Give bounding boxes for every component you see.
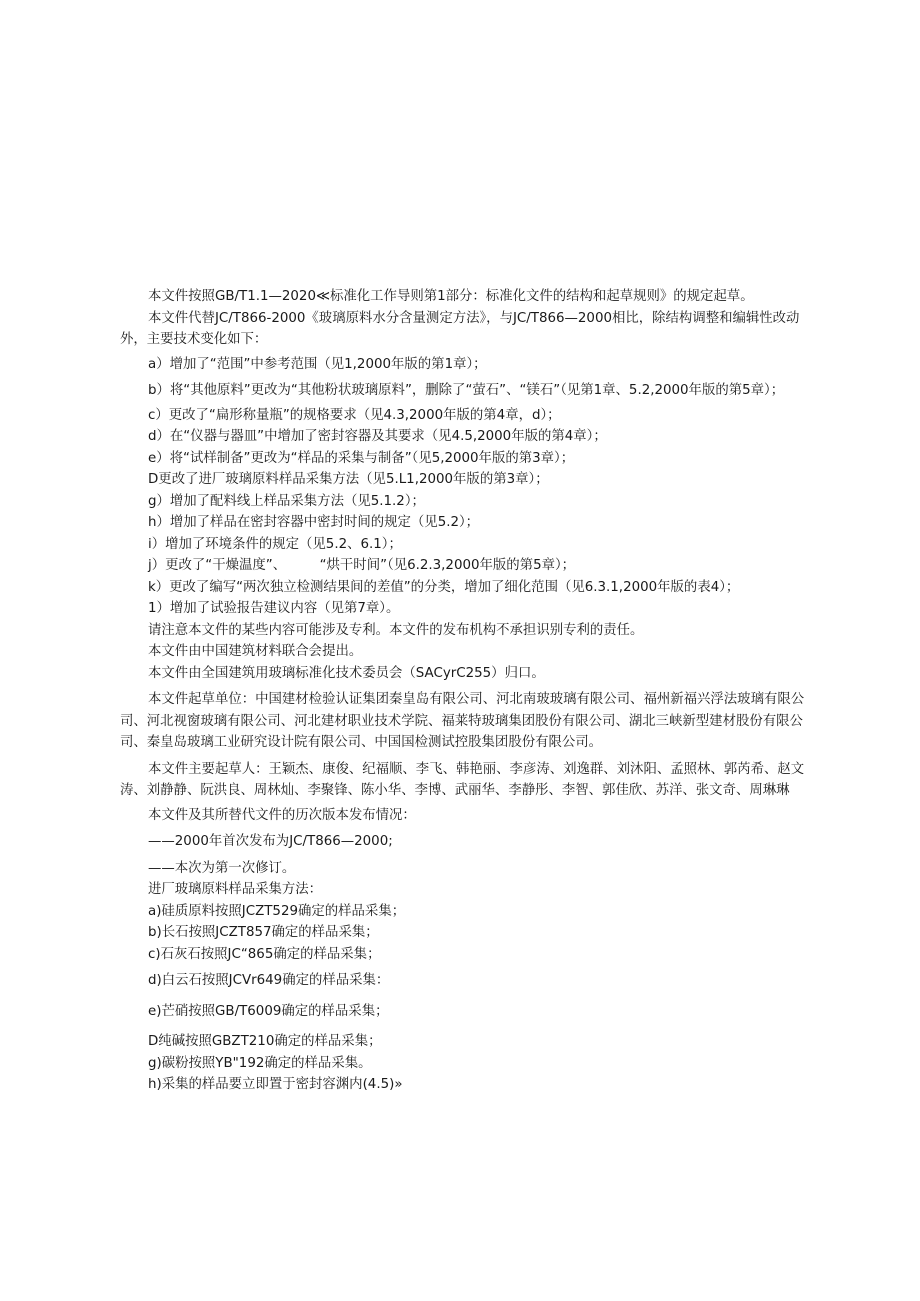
sampling-section: [120, 879, 810, 1096]
change-item-c: c）更改了“扁形称量瓶”的规格要求（见4.3,2000年版的第4章，d）；: [148, 407, 561, 423]
change-item-l: 1）增加了试验报告建议内容（见第7章）。: [148, 601, 400, 616]
proposer-statement: 本文件由中国建筑材料联合会提出。: [148, 644, 363, 659]
history-item-first: ——2000年首次发布为JC/T866—2000;: [148, 834, 393, 849]
change-item-i: i）增加了环境条件的规定（见5.2、6.1）；: [148, 536, 402, 552]
change-item-j: j）更改了“干燥温度”、 “烘干时间”（见6.2.3,2000年版的第5章）；: [148, 558, 576, 573]
change-item-k: k）更改了编写“两次独立检测结果间的差值”的分类，增加了细化范围（见6.3.1,2000年版的表4）；: [148, 579, 740, 595]
sampling-item-c: c)石灰石按照JC“865确定的样品采集；: [148, 946, 381, 962]
replacement-paragraph: 本文件代替JC/T866-2000《玻璃原料水分含量测定方法》，与JC/T866—2000相比，除结构调整和编辑性改动外，主要技术变化如下：: [120, 310, 800, 347]
history-intro: 本文件及其所替代文件的历次版本发布情况：: [148, 807, 416, 823]
sampling-item-b: b)长石按照JCZT857确定的样品采集；: [148, 925, 379, 940]
drafting-basis-paragraph: 本文件按照GB/T1.1—2020≪标准化工作导则第1部分：标准化文件的结构和起草规则》的规定起草。: [148, 289, 754, 304]
change-item-a: a）增加了“范围”中参考范围（见1,2000年版的第1章）；: [148, 356, 487, 372]
drafting-units-paragraph: 本文件起草单位：中国建材检验认证集团秦皇岛有限公司、河北南玻玻璃有限公司、福州新福兴浮法玻璃有限公司、河北视窗玻璃有限公司、河北建材职业技术学院、福莱特玻璃集团股份有限公司、湖北三峡新型建材股份有限公司、秦皇岛玻璃工业研究设计院有限公司、中国国检测试控股集团股份有限公司。: [120, 692, 805, 750]
change-item-d: d）在“仪器与器皿”中增加了密封容器及其要求（见4.5,2000年版的第4章）；: [148, 429, 607, 444]
history-item-revision: ——本次为第一次修订。: [148, 860, 296, 876]
sampling-item-g: g)碳粉按照YB"192确定的样品采集。: [148, 1055, 372, 1071]
sampling-item-a: a)硅质原料按照JCZT529确定的样品采集；: [148, 903, 406, 919]
patent-notice: 请注意本文件的某些内容可能涉及专利。本文件的发布机构不承担识别专利的责任。: [148, 622, 644, 638]
sampling-title: 进厂玻璃原料样品采集方法：: [148, 882, 323, 897]
change-item-f: D更改了进厂玻璃原料样品采集方法（见5.L1,2000年版的第3章）；: [148, 472, 549, 487]
sampling-item-e: e)芒硝按照GB/T6009确定的样品采集；: [148, 1003, 389, 1019]
committee-statement: 本文件由全国建筑用玻璃标准化技术委员会（SACyrC255）归口。: [148, 665, 545, 681]
foreword-section: [120, 286, 810, 1096]
sampling-item-f: D纯碱按照GBZT210确定的样品采集；: [148, 1034, 382, 1049]
sampling-item-h: h)采集的样品要立即置于密封容渊内(4.5)»: [148, 1077, 403, 1092]
change-item-b: b）将“其他原料”更改为“其他粉状玻璃原料”，删除了“萤石”、“镁石”（见第1章、5.2,2000年版的第5章）；: [148, 383, 785, 398]
sampling-item-d: d)白云石按照JCVr649确定的样品采集：: [148, 973, 390, 988]
change-item-g: g）增加了配料线上样品采集方法（见5.1.2）；: [148, 493, 425, 509]
change-item-h: h）增加了样品在密封容器中密封时间的规定（见5.2）；: [148, 515, 480, 530]
change-item-e: e）将“试样制备”更改为“样品的采集与制备”（见5,2000年版的第3章）；: [148, 450, 575, 466]
drafters-paragraph: 本文件主要起草人：王颖杰、康俊、纪福顺、李飞、韩艳丽、李彦涛、刘逸群、刘沐阳、孟照林、郭芮希、赵文涛、刘静静、阮洪良、周林灿、李聚锋、陈小华、李博、武丽华、李静彤、李智、郭佳欣、苏洋、张文奇、周琳琳: [120, 761, 805, 798]
